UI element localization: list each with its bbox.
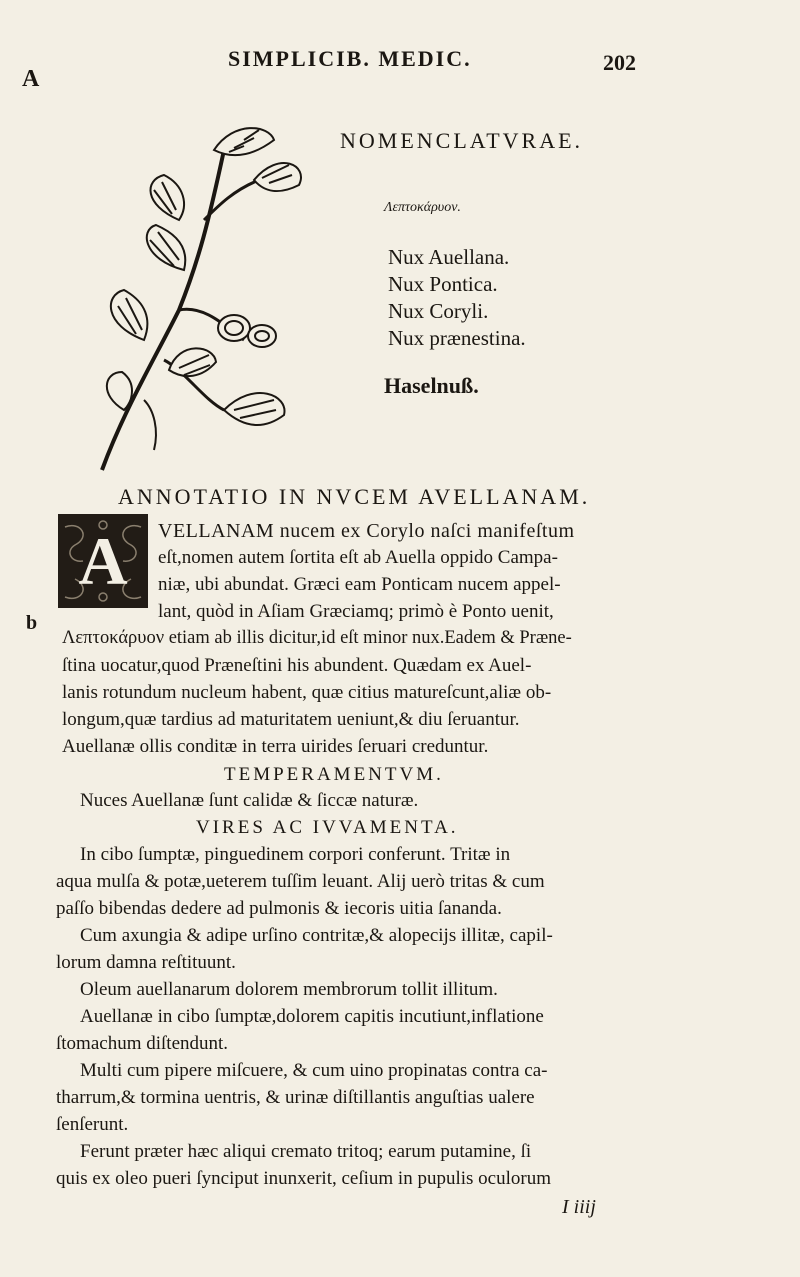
vires-line: Multi cum pipere miſcuere, & cum uino propinatas contra ca- — [80, 1060, 548, 1081]
greek-name: Λεπτοκάρυον. — [384, 200, 461, 215]
latin-name: Nux Auellana. — [388, 245, 510, 269]
annotation-line: lanis rotundum nucleum habent, quæ citius matureſcunt,aliæ ob- — [62, 682, 552, 703]
vires-line: paſſo bibendas dedere ad pulmonis & iecoris uitia ſananda. — [56, 898, 502, 919]
annotation-line: longum,quæ tardius ad maturitatem ueniunt,& diu ſeruantur. — [62, 709, 520, 730]
annotation-line: Λεπτοκάρυον etiam ab illis dicitur,id eſt minor nux.Eadem & Præne- — [62, 628, 572, 648]
decorated-drop-cap — [58, 514, 148, 608]
latin-name: Nux prænestina. — [388, 326, 526, 350]
vires-line: quis ex oleo pueri ſynciput inunxerit, ceſium in pupulis oculorum — [56, 1168, 551, 1189]
vires-line: Oleum auellanarum dolorem membrorum tollit illitum. — [80, 979, 498, 1000]
vires-line: aqua mulſa & potæ,ueterem tuſſim leuant. Alij uerò tritas & cum — [56, 871, 545, 892]
vires-line: In cibo ſumptæ, pinguedinem corpori conferunt. Tritæ in — [80, 844, 511, 865]
page-number: 202 — [603, 50, 636, 75]
hazel-branch-woodcut — [84, 110, 304, 480]
vires-line: ſtomachum diſtendunt. — [56, 1033, 229, 1054]
annotation-line: ſtina uocatur,quod Præneſtini his abundent. Quædam ex Auel- — [62, 655, 532, 676]
temperamentum-heading: TEMPERAMENTVM. — [224, 764, 444, 785]
latin-name: Nux Pontica. — [388, 272, 498, 296]
annotation-line: VELLANAM nucem ex Corylo naſci manifeſtum — [158, 520, 575, 542]
vires-line: tharrum,& tormina uentris, & urinæ diſtillantis anguſtias ualere — [56, 1087, 535, 1108]
running-header: SIMPLICIB. MEDIC. — [228, 46, 472, 71]
latin-name: Nux Coryli. — [388, 299, 489, 323]
vires-line: Cum axungia & adipe urſino contritæ,& alopecijs illitæ, capil- — [80, 925, 553, 946]
temperamentum-text: Nuces Auellanæ ſunt calidæ & ſiccæ naturæ. — [80, 790, 419, 811]
annotation-line: eſt,nomen autem ſortita eſt ab Auella oppido Campa- — [158, 547, 558, 568]
annotation-line: niæ, ubi abundat. Græci eam Ponticam nucem appel- — [158, 574, 561, 595]
vires-line: ſenſerunt. — [56, 1114, 129, 1135]
german-name: Haselnuß. — [384, 373, 479, 398]
drop-cap-letter: A — [78, 523, 128, 599]
nomenclature-heading: NOMENCLATVRAE. — [340, 128, 584, 153]
vires-heading: VIRES AC IVVAMENTA. — [196, 817, 459, 838]
margin-letter: b — [26, 612, 38, 634]
annotation-heading: ANNOTATIO IN NVCEM AVELLANAM. — [118, 484, 591, 509]
latin-names-list — [388, 244, 526, 352]
margin-signature: A — [22, 66, 40, 92]
vires-line: Auellanæ in cibo ſumptæ,dolorem capitis incutiunt,inflatione — [80, 1006, 544, 1027]
vires-line: Ferunt præter hæc aliqui cremato tritoq; earum putamine, ſi — [80, 1141, 532, 1162]
annotation-line: lant, quòd in Aſiam Græciamq; primò è Ponto uenit, — [158, 601, 554, 622]
footer-signature: I iiij — [562, 1196, 596, 1218]
vires-line: lorum damna reſtituunt. — [56, 952, 236, 973]
annotation-line: Auellanæ ollis conditæ in terra uirides ſeruari creduntur. — [62, 736, 489, 757]
